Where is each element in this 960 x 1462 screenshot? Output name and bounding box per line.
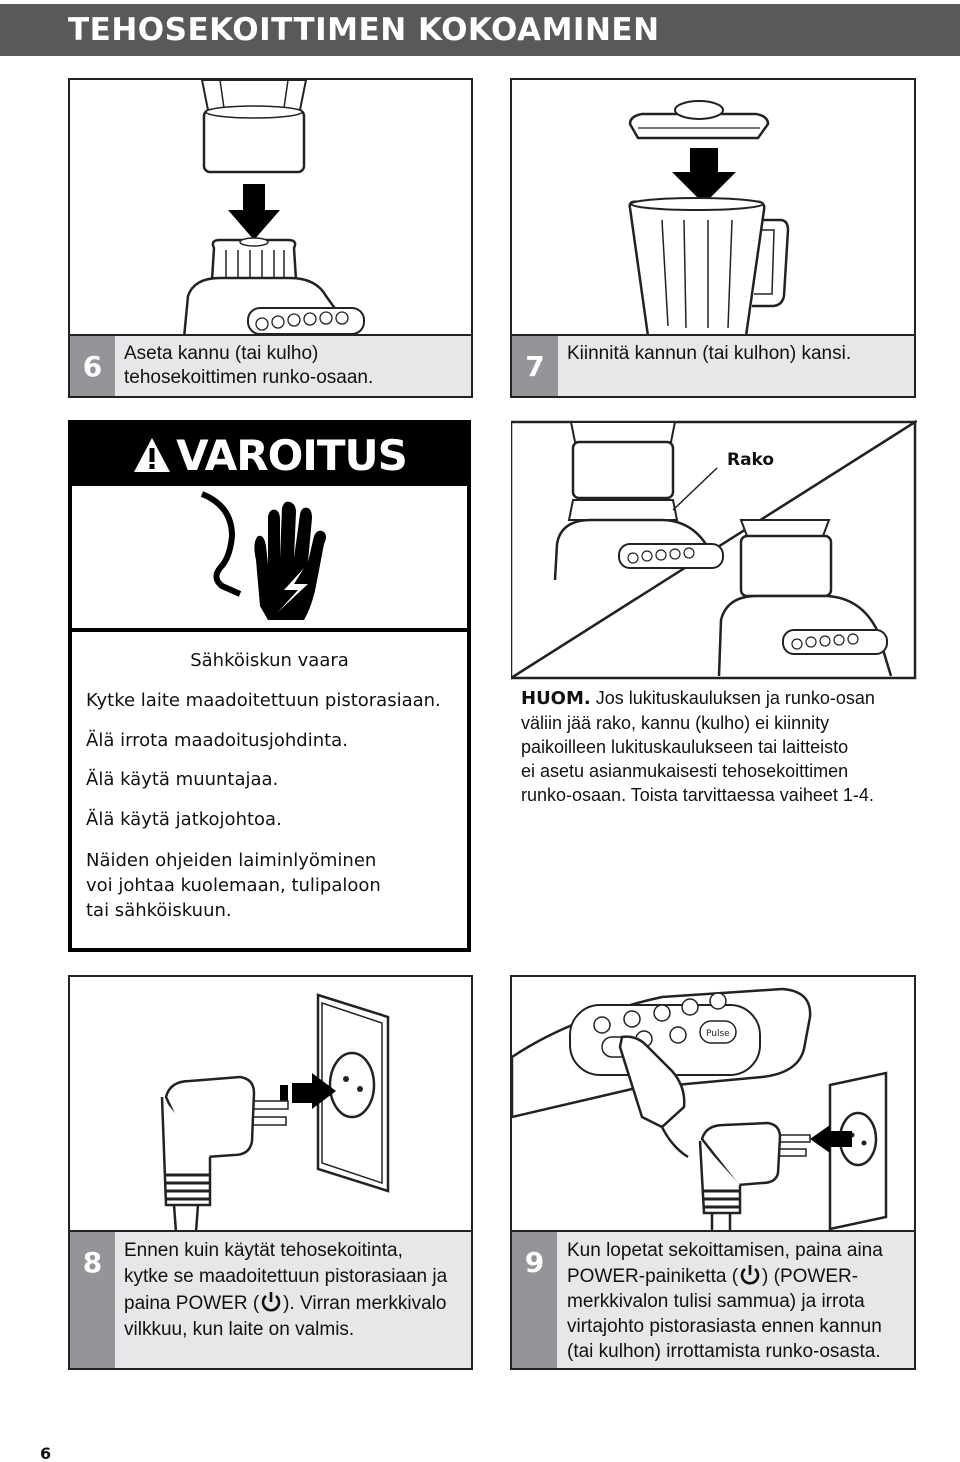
step-8-line3-pre: paina POWER ( [124,1293,260,1314]
step-9-panel [510,975,916,1370]
power-icon [738,1263,762,1287]
step-number: 6 [70,336,115,396]
warning-header [72,424,467,486]
step-9-line4: virtajohto pistorasiasta ennen kannun [567,1316,882,1337]
warning-consequence-line: voi johtaa kuolemaan, tulipaloon [86,875,381,896]
warning-box [68,420,471,952]
electric-shock-hand-icon [72,486,467,628]
note-line: Jos lukituskauluksen ja runko-osan [595,688,875,708]
warning-divider [72,628,467,632]
step-7-text-line1: Kiinnitä kannun (tai kulhon) kansi. [567,343,852,364]
page-number: 6 [40,1444,52,1462]
note-line: runko-osaan. Toista tarvittaessa vaiheet 1-4. [521,785,874,805]
warning-line: Älä irrota maadoitusjohdinta. [86,730,348,751]
step-8-line3-post: ). Virran merkkivalo [283,1293,447,1314]
step-9-line2-post: ) (POWER- [762,1266,859,1287]
warning-line: Älä käytä jatkojohtoa. [86,809,282,830]
step-8-caption [70,1230,471,1368]
warning-triangle-icon [132,436,172,474]
step-6-text-line1: Aseta kannu (tai kulho) [124,343,319,364]
blender-base-illustration [70,80,473,336]
header-bar [0,4,960,56]
warning-consequence-line: tai sähköiskuun. [86,900,232,921]
step-9-line5: (tai kulhon) irrottamista runko-osasta. [567,1341,881,1362]
note-text [521,686,911,807]
step-8-line4: vilkkuu, kun laite on valmis. [124,1319,355,1340]
step-number: 7 [512,336,558,396]
plug-in-illustration [70,977,473,1232]
note-line: ei asetu asianmukaisesti tehosekoittimen [521,761,849,781]
step-8-line2: kytke se maadoitettuun pistorasiaan ja [124,1266,448,1287]
step-6-text-line2: tehosekoittimen runko-osaan. [124,367,374,388]
note-line: väliin jää rako, kannu (kulho) ei kiinnity [521,713,830,733]
pulse-label: Pulse [706,1029,730,1039]
down-arrow-icon [672,148,736,204]
gap-illustration [511,420,917,680]
warning-heading: VAROITUS [176,430,407,480]
lid-illustration [512,80,916,336]
step-9-line3: merkkivalon tulisi sammua) ja irrota [567,1291,865,1312]
page-title: TEHOSEKOITTIMEN KOKOAMINEN [68,12,660,48]
step-number: 9 [512,1232,557,1368]
step-6-panel [68,78,473,398]
gap-label: Rako [727,450,775,470]
note-label: HUOM. [521,688,591,709]
unplug-illustration [512,977,916,1232]
step-9-line1: Kun lopetat sekoittamisen, paina aina [567,1240,883,1261]
power-icon [259,1290,283,1314]
warning-line: Kytke laite maadoitettuun pistorasiaan. [86,690,441,711]
note-line: paikoilleen lukituskaulukseen tai laitteisto [521,737,849,757]
down-arrow-icon [228,184,280,240]
step-9-caption [512,1230,914,1368]
warning-consequence-line: Näiden ohjeiden laiminlyöminen [86,850,377,871]
step-6-caption [70,334,471,396]
step-9-line2-pre: POWER-painiketta ( [567,1266,739,1287]
step-7-panel [510,78,916,398]
warning-line: Älä käytä muuntajaa. [86,769,279,790]
step-7-caption [512,334,914,396]
step-number: 8 [70,1232,115,1368]
step-8-panel [68,975,473,1370]
gap-figure [511,420,917,680]
warning-title: Sähköiskun vaara [190,650,349,671]
step-8-line1: Ennen kuin käytät tehosekoitinta, [124,1240,403,1261]
